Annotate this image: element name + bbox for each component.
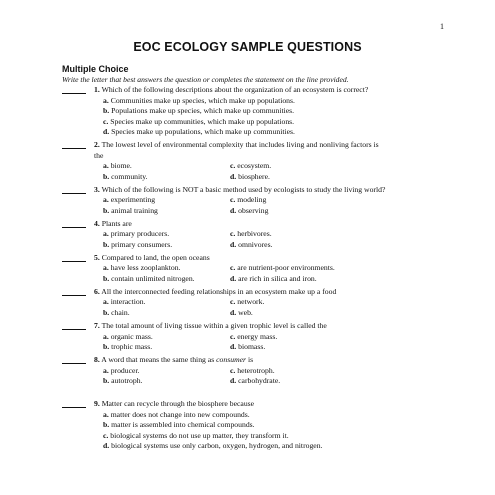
question-text: All the interconnected feeding relationships in an ecosystem make up a food: [101, 286, 337, 296]
choice-c: [103, 431, 482, 442]
choice-d: [103, 127, 482, 138]
choice-c: [230, 366, 410, 377]
page-number: 1: [440, 22, 444, 31]
question-stem: [62, 85, 482, 96]
answer-choices: [62, 161, 482, 182]
choice-text: ecosystem.: [237, 161, 272, 171]
choice-letter: d.: [103, 127, 110, 136]
question-stem: [62, 185, 482, 196]
choice-text: matter is assembled into chemical compounds.: [111, 420, 255, 430]
question-6: [62, 287, 482, 319]
question-text-italic: consumer: [216, 355, 247, 365]
choice-text: interaction.: [110, 297, 146, 307]
choice-letter: b.: [103, 342, 110, 352]
choice-text: trophic mass.: [111, 342, 153, 352]
choice-c: [230, 263, 410, 274]
choice-letter: c.: [230, 365, 236, 375]
choice-text: organic mass.: [110, 331, 153, 341]
question-3: [62, 185, 482, 217]
choice-b: [103, 172, 230, 183]
question-number: 4.: [94, 218, 100, 228]
question-7: [62, 321, 482, 353]
choice-text: are rich in silica and iron.: [238, 273, 317, 283]
question-number: 1.: [94, 85, 100, 94]
answer-blank[interactable]: [62, 287, 86, 296]
question-stem: [62, 253, 482, 264]
choice-a: [103, 410, 482, 421]
choice-letter: d.: [230, 239, 237, 249]
choice-d: [230, 308, 410, 319]
choice-text: chain.: [111, 307, 130, 317]
question-list: [62, 85, 482, 454]
question-text: Matter can recycle through the biosphere because: [101, 399, 255, 409]
choice-letter: c.: [103, 430, 109, 440]
choice-text: primary consumers.: [111, 239, 173, 249]
answer-choices: [62, 195, 482, 216]
question-stem: [62, 219, 482, 230]
choice-text: matter does not change into new compounds.: [110, 409, 250, 419]
choice-c: [230, 229, 410, 240]
choice-d: [230, 206, 410, 217]
answer-choices: [62, 297, 482, 318]
question-4: [62, 219, 482, 251]
choice-letter: a.: [103, 297, 109, 307]
choice-letter: c.: [230, 263, 236, 273]
choice-letter: a.: [103, 229, 109, 239]
choice-text: modeling: [237, 195, 267, 205]
choice-text: herbivores.: [237, 229, 272, 239]
choice-text: web.: [238, 307, 253, 317]
choice-text: omnivores.: [238, 239, 273, 249]
choice-text: biological systems use only carbon, oxygen, hydrogen, and nitrogen.: [111, 441, 323, 451]
page-title: EOC ECOLOGY SAMPLE QUESTIONS: [133, 40, 362, 54]
question-stem: [62, 399, 482, 410]
choice-c: [230, 297, 410, 308]
answer-blank[interactable]: [62, 399, 86, 408]
choice-letter: b.: [103, 420, 110, 430]
choice-text: biosphere.: [238, 171, 270, 181]
choice-b: [103, 240, 230, 251]
choice-a: [103, 297, 230, 308]
answer-blank[interactable]: [62, 85, 86, 94]
choice-d: [103, 441, 482, 452]
choice-letter: d.: [230, 307, 237, 317]
choice-letter: b.: [103, 171, 110, 181]
choice-b: [103, 308, 230, 319]
choice-letter: a.: [103, 331, 109, 341]
choice-letter: c.: [230, 297, 236, 307]
question-1: [62, 85, 482, 138]
choice-c: [230, 332, 410, 343]
choice-d: [230, 240, 410, 251]
answer-choices: [62, 410, 482, 452]
choice-letter: b.: [103, 239, 110, 249]
choice-c: [103, 117, 482, 128]
question-text-after: is: [246, 355, 254, 365]
question-stem: [62, 140, 482, 151]
choice-c: [230, 195, 410, 206]
choice-text: biological systems do not use up matter, they transform it.: [110, 430, 289, 440]
choice-letter: d.: [230, 342, 237, 352]
choice-text: energy mass.: [237, 331, 278, 341]
choice-letter: d.: [230, 205, 237, 215]
question-stem: [62, 287, 482, 298]
answer-choices: [62, 96, 482, 138]
question-text: The total amount of living tissue within a given trophic level is called the: [101, 321, 327, 331]
question-text: A word that means the same thing as: [101, 355, 217, 365]
choice-letter: a.: [103, 161, 109, 171]
question-stem-continued: [62, 151, 482, 162]
question-stem: [62, 355, 482, 366]
answer-blank[interactable]: [62, 253, 86, 262]
choice-a: [103, 332, 230, 343]
question-number: 8.: [94, 355, 100, 365]
choice-text: Species make up populations, which make up communities.: [111, 127, 295, 136]
choice-d: [230, 172, 410, 183]
question-text: Which of the following descriptions about the organization of an ecosystem is correct?: [101, 85, 369, 94]
question-number: 2.: [94, 140, 100, 150]
choice-letter: c.: [230, 195, 236, 205]
question-9: [62, 399, 482, 452]
choice-letter: c.: [230, 161, 236, 171]
choice-text: biomass.: [238, 342, 266, 352]
choice-d: [230, 376, 410, 387]
choice-b: [103, 420, 482, 431]
question-stem: [62, 321, 482, 332]
question-8: [62, 355, 482, 387]
choice-text: producer.: [110, 365, 140, 375]
choice-text: autotroph.: [111, 376, 143, 386]
choice-a: [103, 263, 230, 274]
spacer: [62, 389, 482, 399]
choice-text: have less zooplankton.: [110, 263, 181, 273]
question-number: 5.: [94, 252, 100, 262]
choice-text: Species make up communities, which make up populations.: [110, 116, 295, 126]
choice-text: network.: [237, 297, 265, 307]
choice-text: contain unlimited nitrogen.: [111, 273, 195, 283]
choice-text: carbohydrate.: [238, 376, 281, 386]
choice-d: [230, 274, 410, 285]
question-text: Which of the following is NOT a basic method used by ecologists to study the living world?: [101, 184, 386, 194]
choice-letter: c.: [230, 331, 236, 341]
choice-text: community.: [111, 171, 148, 181]
choice-text: primary producers.: [110, 229, 170, 239]
choice-letter: c.: [103, 116, 109, 126]
choice-letter: a.: [103, 95, 109, 105]
choice-letter: d.: [103, 441, 110, 451]
choice-letter: b.: [103, 376, 110, 386]
choice-b: [103, 106, 482, 117]
choice-a: [103, 366, 230, 377]
choice-letter: b.: [103, 273, 110, 283]
choice-letter: d.: [230, 273, 237, 283]
answer-choices: [62, 229, 482, 250]
section-heading: Multiple Choice: [62, 64, 129, 74]
answer-choices: [62, 263, 482, 284]
question-number: 9.: [94, 399, 100, 409]
question-text: Plants are: [101, 218, 132, 228]
choice-text: are nutrient-poor environments.: [237, 263, 335, 273]
choice-text: heterotroph.: [237, 365, 275, 375]
choice-text: Populations make up species, which make up communities.: [111, 106, 295, 115]
choice-text: animal training: [111, 205, 158, 215]
answer-blank[interactable]: [62, 219, 86, 228]
answer-blank[interactable]: [62, 140, 86, 149]
question-number: 6.: [94, 286, 100, 296]
answer-choices: [62, 366, 482, 387]
choice-b: [103, 342, 230, 353]
choice-text: Communities make up species, which make up populations.: [110, 95, 295, 105]
choice-letter: d.: [230, 171, 237, 181]
choice-letter: a.: [103, 263, 109, 273]
choice-letter: c.: [230, 229, 236, 239]
choice-b: [103, 206, 230, 217]
choice-letter: b.: [103, 307, 110, 317]
choice-letter: a.: [103, 365, 109, 375]
choice-c: [230, 161, 410, 172]
answer-blank[interactable]: [62, 185, 86, 194]
question-text-continued: the: [94, 150, 104, 160]
choice-a: [103, 195, 230, 206]
answer-choices: [62, 332, 482, 353]
question-text: Compared to land, the open oceans: [101, 252, 210, 262]
question-2: [62, 140, 482, 182]
choice-b: [103, 274, 230, 285]
question-number: 7.: [94, 321, 100, 331]
choice-letter: a.: [103, 195, 109, 205]
choice-letter: b.: [103, 205, 110, 215]
choice-a: [103, 229, 230, 240]
choice-d: [230, 342, 410, 353]
question-number: 3.: [94, 184, 100, 194]
answer-blank[interactable]: [62, 321, 86, 330]
choice-a: [103, 161, 230, 172]
instructions: Write the letter that best answers the question or completes the statement on the line provided.: [62, 75, 349, 84]
choice-b: [103, 376, 230, 387]
question-5: [62, 253, 482, 285]
choice-text: biome.: [110, 161, 132, 171]
choice-text: experimenting: [110, 195, 156, 205]
choice-a: [103, 96, 482, 107]
choice-letter: b.: [103, 106, 110, 115]
question-text: The lowest level of environmental complexity that includes living and nonliving factors is: [101, 140, 379, 150]
answer-blank[interactable]: [62, 355, 86, 364]
choice-letter: d.: [230, 376, 237, 386]
choice-text: observing: [238, 205, 269, 215]
choice-letter: a.: [103, 409, 109, 419]
